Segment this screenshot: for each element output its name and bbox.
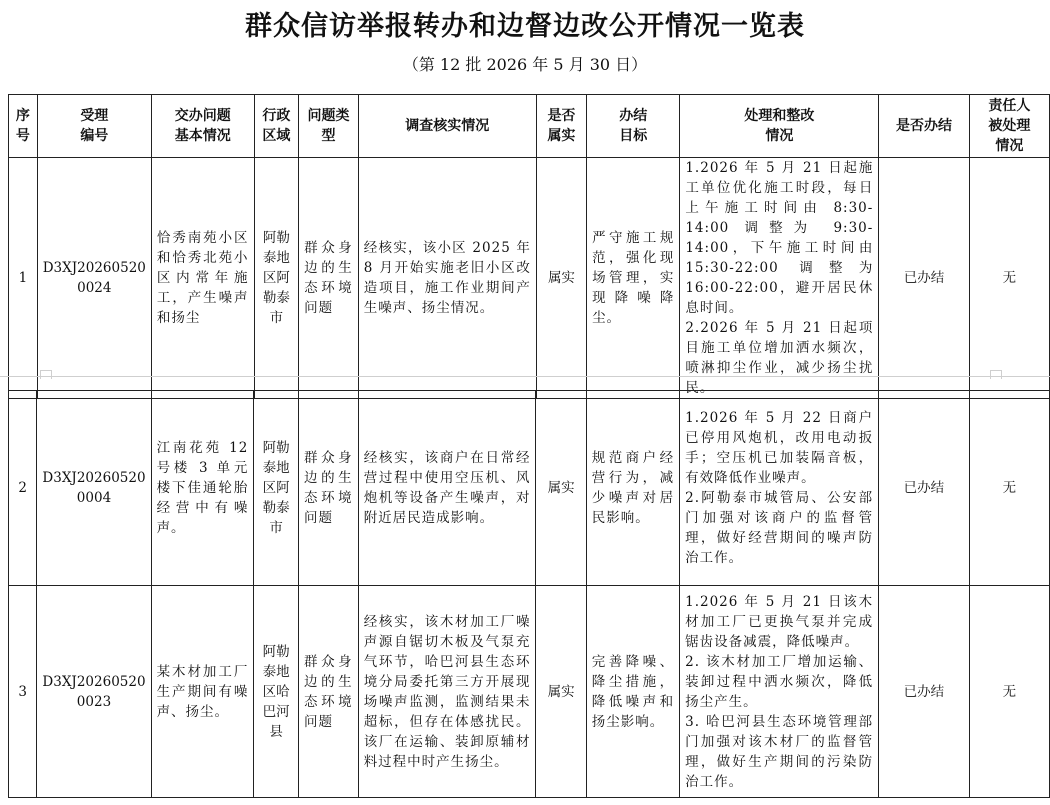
- report-table-page-2: [8, 390, 1050, 798]
- row-accountability: 无: [969, 158, 1049, 399]
- row-investigation: 经核实，该木材加工厂噪声源自锯切木板及气泵充气环节，哈巴河县生态环境分局委托第三方开展现场噪声监测，监测结果未超标，但存在体感扰民。该厂在运输、装卸原辅材料过程中时产生扬尘。: [358, 586, 536, 798]
- header-goal: 办结 目标: [587, 95, 680, 158]
- row-investigation: 经核实，该小区 2025 年 8 月开始实施老旧小区改造项目，施工作业期间产生噪声、扬尘情况。: [358, 158, 536, 399]
- row-code: D3XJ20260520 0004: [37, 391, 151, 586]
- action-item: 1.2026 年 5 月 21 日起施工单位优化施工时段，每日上午施工时间由 8:30-14:00 调整为 9:30-14:00，下午施工时间由 15:30-22:00 调整为 16:00-22:00，避开居民休息时间。: [685, 160, 874, 316]
- header-accountability: 责任人 被处理 情况: [969, 95, 1049, 158]
- row-seq: 3: [9, 586, 37, 798]
- header-actions: 处理和整改 情况: [680, 95, 879, 158]
- header-investigation: 调查核实情况: [358, 95, 536, 158]
- row-seq: 1: [9, 158, 38, 399]
- table-row: [9, 586, 1050, 798]
- row-completed: 已办结: [879, 586, 970, 798]
- row-code: D3XJ20260520 0023: [37, 586, 151, 798]
- row-problem: 某木材加工厂生产期间有噪声、扬尘。: [151, 586, 254, 798]
- row-region: 阿勒泰地区阿勒泰市: [254, 158, 299, 399]
- header-code: 受理 编号: [37, 95, 151, 158]
- table-row: [9, 158, 1050, 399]
- row-investigation: 经核实，该商户在日常经营过程中使用空压机、风炮机等设备产生噪声，对附近居民造成影响。: [358, 391, 536, 586]
- row-problem: 恰秀南苑小区和恰秀北苑小区内常年施工，产生噪声和扬尘: [151, 158, 254, 399]
- page-break-mark: [40, 370, 52, 379]
- row-region: 阿勒泰地区阿勒泰市: [254, 391, 299, 586]
- row-goal: 规范商户经营行为，减少噪声对居民影响。: [586, 391, 679, 586]
- action-item: 2. 该木材加工厂增加运输、装卸过程中洒水频次，降低扬尘产生。: [685, 653, 874, 710]
- header-problem: 交办问题 基本情况: [151, 95, 254, 158]
- action-item: 1.2026 年 5 月 22 日商户已停用风炮机，改用电动扳手；空压机已加装隔音板，有效降低作业噪声。: [685, 410, 874, 486]
- action-item: 1.2026 年 5 月 21 日该木材加工厂已更换气泵并完成锯齿设备减震，降低噪声。: [685, 593, 874, 650]
- row-seq: 2: [9, 391, 37, 586]
- row-is-true: 属实: [536, 158, 586, 399]
- row-goal: 完善降噪、降尘措施，降低噪声和扬尘影响。: [586, 586, 679, 798]
- row-completed: 已办结: [879, 158, 969, 399]
- row-type: 群众身边的生态环境问题: [299, 158, 359, 399]
- row-accountability: 无: [969, 586, 1049, 798]
- row-goal: 严守施工规范，强化现场管理，实现降噪降尘。: [587, 158, 680, 399]
- row-code: D3XJ20260520 0024: [37, 158, 151, 399]
- action-item: 2.阿勒泰市城管局、公安部门加强对该商户的监督管理，做好经营期间的噪声防治工作。: [685, 490, 874, 566]
- action-item: 3. 哈巴河县生态环境管理部门加强对该木材厂的监督管理，做好生产期间的污染防治工作。: [685, 713, 874, 790]
- action-item: 2.2026 年 5 月 21 日起项目施工单位增加洒水频次，喷淋抑尘作业，减少扬尘扰民。: [685, 320, 874, 396]
- row-actions: [680, 391, 879, 586]
- row-is-true: 属实: [536, 586, 586, 798]
- row-is-true: 属实: [536, 391, 586, 586]
- row-region: 阿勒泰地区哈巴河县: [254, 586, 299, 798]
- row-problem: 江南花苑 12 号楼 3 单元楼下佳通轮胎经营中有噪声。: [151, 391, 254, 586]
- header-region: 行政 区域: [254, 95, 299, 158]
- header-type: 问题类 型: [299, 95, 359, 158]
- header-is-true: 是否 属实: [536, 95, 586, 158]
- row-actions: [680, 158, 879, 399]
- header-seq: 序 号: [9, 95, 38, 158]
- page-subtitle: （第 12 批 2026 年 5 月 30 日）: [402, 55, 648, 74]
- row-actions: [680, 586, 879, 798]
- row-type: 群众身边的生态环境问题: [298, 586, 358, 798]
- row-accountability: 无: [969, 391, 1049, 586]
- report-table-page-1: [8, 94, 1050, 399]
- table-header-row: [9, 95, 1050, 158]
- page-break-mark: [990, 370, 1002, 379]
- page-title: 群众信访举报转办和边督边改公开情况一览表: [245, 11, 805, 42]
- row-completed: 已办结: [879, 391, 970, 586]
- row-type: 群众身边的生态环境问题: [298, 391, 358, 586]
- header-completed: 是否办结: [879, 95, 969, 158]
- table-row: [9, 391, 1050, 586]
- page-break-line: [0, 376, 1050, 378]
